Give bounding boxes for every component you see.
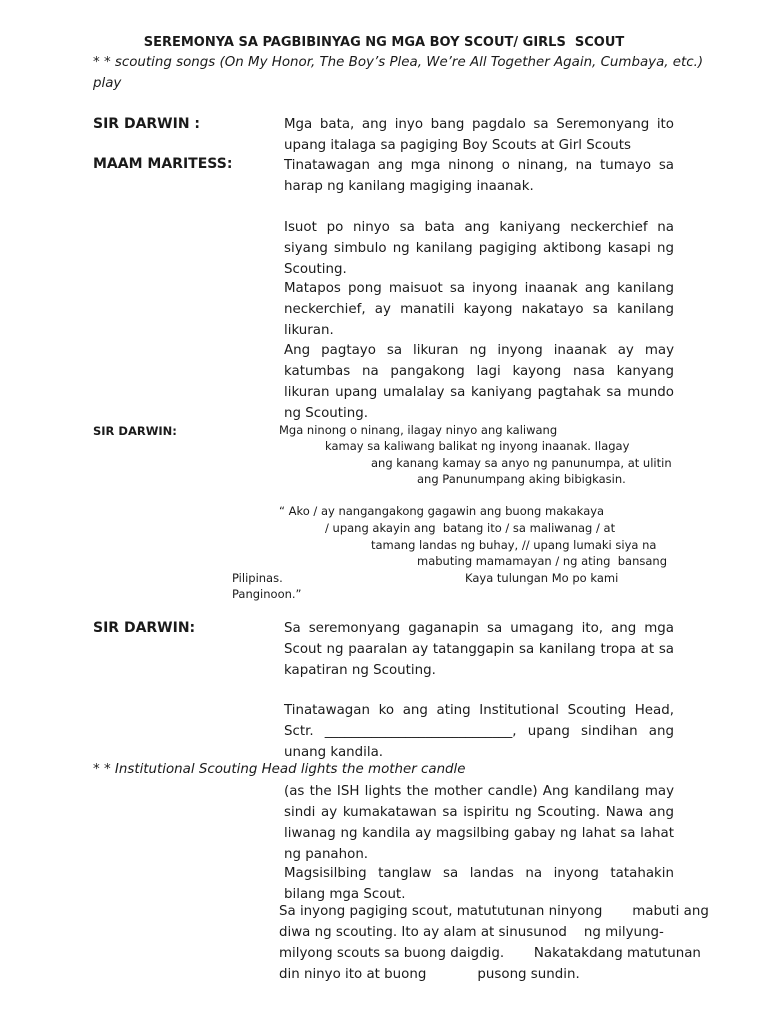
closing-line: din ninyo ito at buong pusong sundin. — [279, 967, 580, 982]
oath-line: Pilipinas. — [232, 571, 283, 585]
paragraph: Sa seremonyang gaganapin sa umagang ito, ang mga Scout ng paaralan ay tatanggapin sa kanilang tropa at sa kapatiran ng Scouting. — [284, 621, 674, 678]
instruction-line: Mga ninong o ninang, ilagay ninyo ang kaliwang — [279, 423, 558, 437]
songs-note-line2: play — [93, 76, 122, 91]
paragraph: Tinatawagan ang mga ninong o ninang, na tumayo sa harap ng kanilang magiging inaanak. — [284, 158, 674, 194]
speaker-maam-maritess: MAAM MARITESS: — [93, 156, 233, 172]
paragraph: Tinatawagan ko ang ating Institutional Scouting Head, Sctr. ____________________________, upang sindihan ang unang kandila. — [284, 703, 674, 760]
instruction-line: ang Panunumpang aking bibigkasin. — [417, 472, 626, 486]
oath-line: mabuting mamamayan / ng ating bansang — [417, 554, 668, 568]
instruction-line: kamay sa kaliwang balikat ng inyong inaanak. Ilagay — [325, 439, 630, 453]
speaker-sir-darwin: SIR DARWIN: — [93, 620, 196, 636]
speaker-sir-darwin: SIR DARWIN: — [93, 424, 177, 438]
oath-line: Kaya tulungan Mo po kami — [465, 571, 619, 585]
document-title: SEREMONYA SA PAGBIBINYAG NG MGA BOY SCOUT/ GIRLS SCOUT — [143, 35, 625, 50]
paragraph: Ang pagtayo sa likuran ng inyong inaanak ay may katumbas na pangakong lagi kayong nasa kanyang likuran upang umalalay sa kaniyang pagtahak sa mundo ng Scouting. — [284, 343, 674, 421]
instruction-line: ang kanang kamay sa anyo ng panunumpa, at ulitin — [371, 456, 672, 470]
oath-line: tamang landas ng buhay, // upang lumaki siya na — [371, 538, 657, 552]
closing-line: milyong scouts sa buong daigdig. Nakatakdang matutunan — [279, 946, 701, 961]
closing-line: diwa ng scouting. Ito ay alam at sinusunod ng milyung- — [279, 925, 664, 940]
paragraph: Isuot po ninyo sa bata ang kaniyang neckerchief na siyang simbulo ng kanilang pagiging aktibong kasapi ng Scouting. — [284, 220, 674, 277]
oath-line: “ Ako / ay nangangakong gagawin ang buong makakaya — [279, 504, 605, 518]
oath-line: Panginoon.” — [232, 587, 302, 601]
speaker-sir-darwin: SIR DARWIN : — [93, 116, 201, 132]
paragraph: Matapos pong maisuot sa inyong inaanak ang kanilang neckerchief, ay manatili kayong nakatayo sa kanilang likuran. — [284, 281, 674, 338]
oath-line: / upang akayin ang batang ito / sa maliwanag / at — [325, 521, 616, 535]
closing-line: Sa inyong pagiging scout, matututunan ninyong mabuti ang — [279, 904, 709, 919]
paragraph: (as the ISH lights the mother candle) Ang kandilang may sindi ay kumakatawan sa ispiritu ng Scouting. Nawa ang liwanag ng kandila ay magsilbing gabay ng lahat sa lahat ng panahon. — [284, 784, 674, 862]
paragraph: Mga bata, ang inyo bang pagdalo sa Seremonyang ito upang italaga sa pagiging Boy Scouts at Girl Scouts — [284, 117, 674, 153]
songs-note-line1: * * scouting songs (On My Honor, The Boy’s Plea, We’re All Together Again, Cumbaya, etc.) — [93, 55, 704, 70]
stage-note: * * Institutional Scouting Head lights the mother candle — [93, 762, 466, 777]
paragraph: Magsisilbing tanglaw sa landas na inyong tatahakin bilang mga Scout. — [284, 866, 674, 902]
